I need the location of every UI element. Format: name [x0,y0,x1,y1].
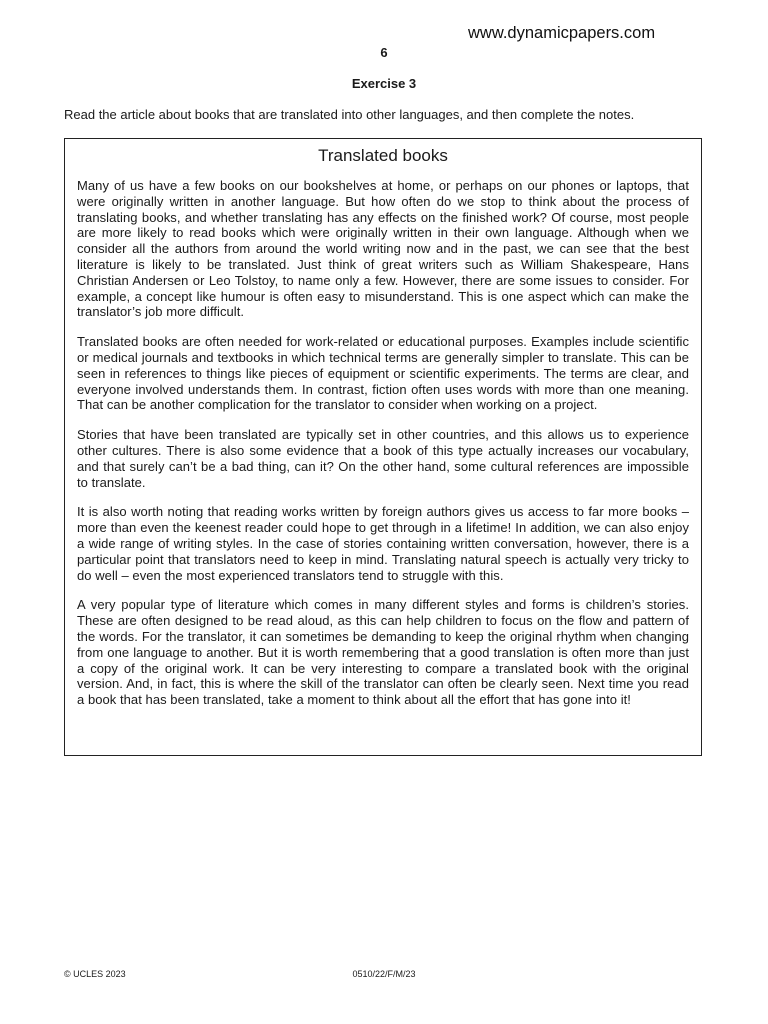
watermark-url: www.dynamicpapers.com [468,24,656,42]
article-title: Translated books [318,146,448,165]
article-paragraph-1: Many of us have a few books on our bookshelves at home, or perhaps on our phones or laptops, that were originally written in another language. But how often do we stop to think about the process of translating books, and whether translating has any effects on the finished work? Of course, most people are more likely to read books which were originally written in their own language. Although when we consider all the authors from around the world writing now and in the past, we can see that the best literature is likely to be translated. Just think of great writers such as William Shakespeare, Hans Christian Andersen or Leo Tolstoy, to name only a few. However, there are some issues to consider. For example, a concept like humour is often easy to misunderstand. This is one aspect which can make the translator’s job more difficult. [77,178,689,320]
footer-paper-code: 0510/22/F/M/23 [352,969,416,979]
article-paragraph-4: It is also worth noting that reading works written by foreign authors gives us access to far more books – more than even the keenest reader could hope to get through in a lifetime! In addition, we can also enjoy a wide range of writing styles. In the case of stories containing written conversation, however, there is a particular point that translators need to keep in mind. Translating natural speech is actually very tricky to do well – even the most experienced translators tend to struggle with this. [77,504,689,583]
exercise-title: Exercise 3 [351,76,417,91]
article-paragraph-2: Translated books are often needed for work-related or educational purposes. Examples include scientific or medical journals and textbooks in which technical terms are generally simpler to translate. This can be seen in references to things like pieces of equipment or scientific experiments. The terms are clear, and everyone involved understands them. In contrast, fiction often uses words with more than one meaning. That can be another complication for the translator to consider when working on a project. [77,334,689,413]
footer-copyright: © UCLES 2023 [64,969,126,979]
article-paragraph-3: Stories that have been translated are typically set in other countries, and this allows us to experience other cultures. There is also some evidence that a book of this type actually increases our vocabulary, and that surely can’t be a bad thing, can it? On the other hand, some cultural references are impossible to translate. [77,427,689,490]
article-box [64,138,702,756]
exercise-instruction: Read the article about books that are translated into other languages, and then complete the notes. [64,107,635,122]
page-number: 6 [380,45,388,60]
article-paragraph-5: A very popular type of literature which comes in many different styles and forms is children’s stories. These are often designed to be read aloud, as this can help children to focus on the flow and pattern of the words. For the translator, it can sometimes be demanding to keep the original rhythm when changing from one language to another. But it is worth remembering that a good translation is often more than just a copy of the original work. It can be very interesting to compare a translated book with the original version. And, in fact, this is where the skill of the translator can often be clearly seen. Next time you read a book that has been translated, take a moment to think about all the effort that has gone into it! [77,597,689,708]
